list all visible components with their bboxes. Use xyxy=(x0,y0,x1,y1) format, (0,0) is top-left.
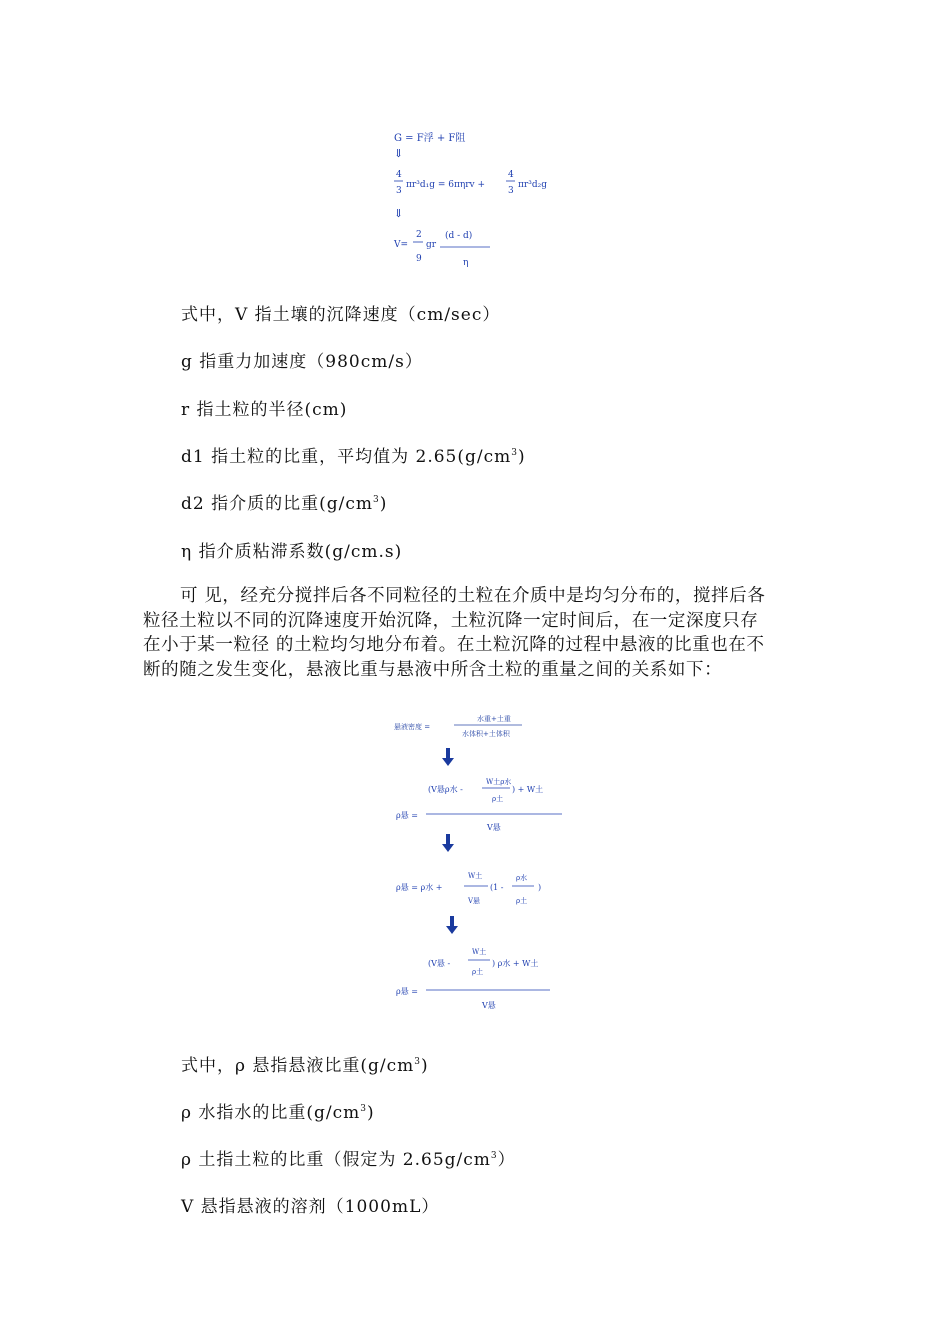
svg-text:ρ悬 =: ρ悬 = xyxy=(396,811,418,820)
definition-line: ρ 水指水的比重$(g/cm^3)$ xyxy=(181,1103,375,1123)
formula1-line1: G = F浮 + F阻 xyxy=(394,133,466,144)
arrow-icon: ⇓ xyxy=(394,207,404,220)
arrow-icon: ⇓ xyxy=(394,147,404,160)
svg-text:V悬: V悬 xyxy=(487,823,501,832)
svg-text:) ρ水 + W土: ) ρ水 + W土 xyxy=(492,959,539,968)
svg-text:3: 3 xyxy=(508,186,514,196)
definition-line: d1 指土粒的比重，平均值为 $2.65(g/cm^3)$ xyxy=(181,447,526,467)
svg-text:(1 -: (1 - xyxy=(490,883,504,892)
svg-text:4: 4 xyxy=(508,170,514,180)
svg-text:ρ悬 = ρ水 +: ρ悬 = ρ水 + xyxy=(396,883,443,892)
svg-text:V悬: V悬 xyxy=(468,897,481,905)
svg-text:η: η xyxy=(463,258,469,268)
svg-text:4: 4 xyxy=(396,170,402,180)
svg-text:9: 9 xyxy=(416,254,422,264)
svg-text:W土: W土 xyxy=(472,948,487,956)
svg-text:水体积+土体积: 水体积+土体积 xyxy=(462,730,510,738)
stokes-formula-figure xyxy=(390,125,570,270)
definition-line: 式中，V 指土壤的沉降速度（cm/sec） xyxy=(181,305,501,325)
svg-text:悬液密度 =: 悬液密度 = xyxy=(394,723,431,731)
down-arrow-icon xyxy=(442,844,454,852)
definition-line: r 指土粒的半径(cm) xyxy=(181,400,348,420)
svg-text:πr³d₂g: πr³d₂g xyxy=(518,180,547,190)
svg-text:ρ土: ρ土 xyxy=(472,968,484,976)
svg-text:W土: W土 xyxy=(468,872,483,880)
definition-line: η 指介质粘滞系数(g/cm.s) xyxy=(181,542,403,562)
down-arrow-icon xyxy=(446,926,458,934)
svg-text:V悬: V悬 xyxy=(482,1001,496,1010)
svg-text:gr: gr xyxy=(426,240,437,250)
svg-text:(d - d): (d - d) xyxy=(445,231,473,241)
formula1-line2: πr³d₁g = 6πηrv + xyxy=(406,180,486,190)
definition-line: 式中，ρ 悬指悬液比重$(g/cm^3)$ xyxy=(181,1056,429,1076)
definition-line: g 指重力加速度（980cm/s） xyxy=(181,352,423,372)
svg-text:) + W土: ) + W土 xyxy=(512,785,544,794)
definition-line: V 悬指悬液的溶剂（1000mL） xyxy=(181,1197,440,1217)
svg-text:3: 3 xyxy=(396,186,402,196)
svg-text:ρ水: ρ水 xyxy=(516,874,528,882)
svg-text:(V悬 -: (V悬 - xyxy=(428,959,451,968)
formula1-line3: V= xyxy=(394,240,409,250)
svg-text:2: 2 xyxy=(416,230,422,240)
svg-text:ρ土: ρ土 xyxy=(516,897,528,905)
svg-text:W土ρ水: W土ρ水 xyxy=(486,778,512,786)
suspension-density-figure xyxy=(392,708,572,1020)
definition-line: d2 指介质的比重$(g/cm^3)$ xyxy=(181,494,388,514)
definition-line: ρ 土指土粒的比重（假定为 $2.65g/cm^3$） xyxy=(181,1150,516,1170)
svg-text:ρ土: ρ土 xyxy=(492,795,504,803)
down-arrow-icon xyxy=(442,758,454,766)
svg-text:(V悬ρ水 -: (V悬ρ水 - xyxy=(428,785,463,794)
svg-text:ρ悬 =: ρ悬 = xyxy=(396,987,418,996)
svg-text:): ) xyxy=(538,883,542,892)
svg-text:水重+土重: 水重+土重 xyxy=(477,715,511,723)
body-paragraph: 可 见，经充分搅拌后各不同粒径的土粒在介质中是均匀分布的，搅拌后各 粒径土粒以不同的沉降速度开始沉降，土粒沉降一定时间后，在一定深度只存 在小于某一粒径 的土粒均匀地分布着。在土粒沉降的过程中悬液的比重也在不 断的随之发生变化，悬液比重与悬液中所含土粒的重量之间的关系如下： xyxy=(143,586,766,680)
